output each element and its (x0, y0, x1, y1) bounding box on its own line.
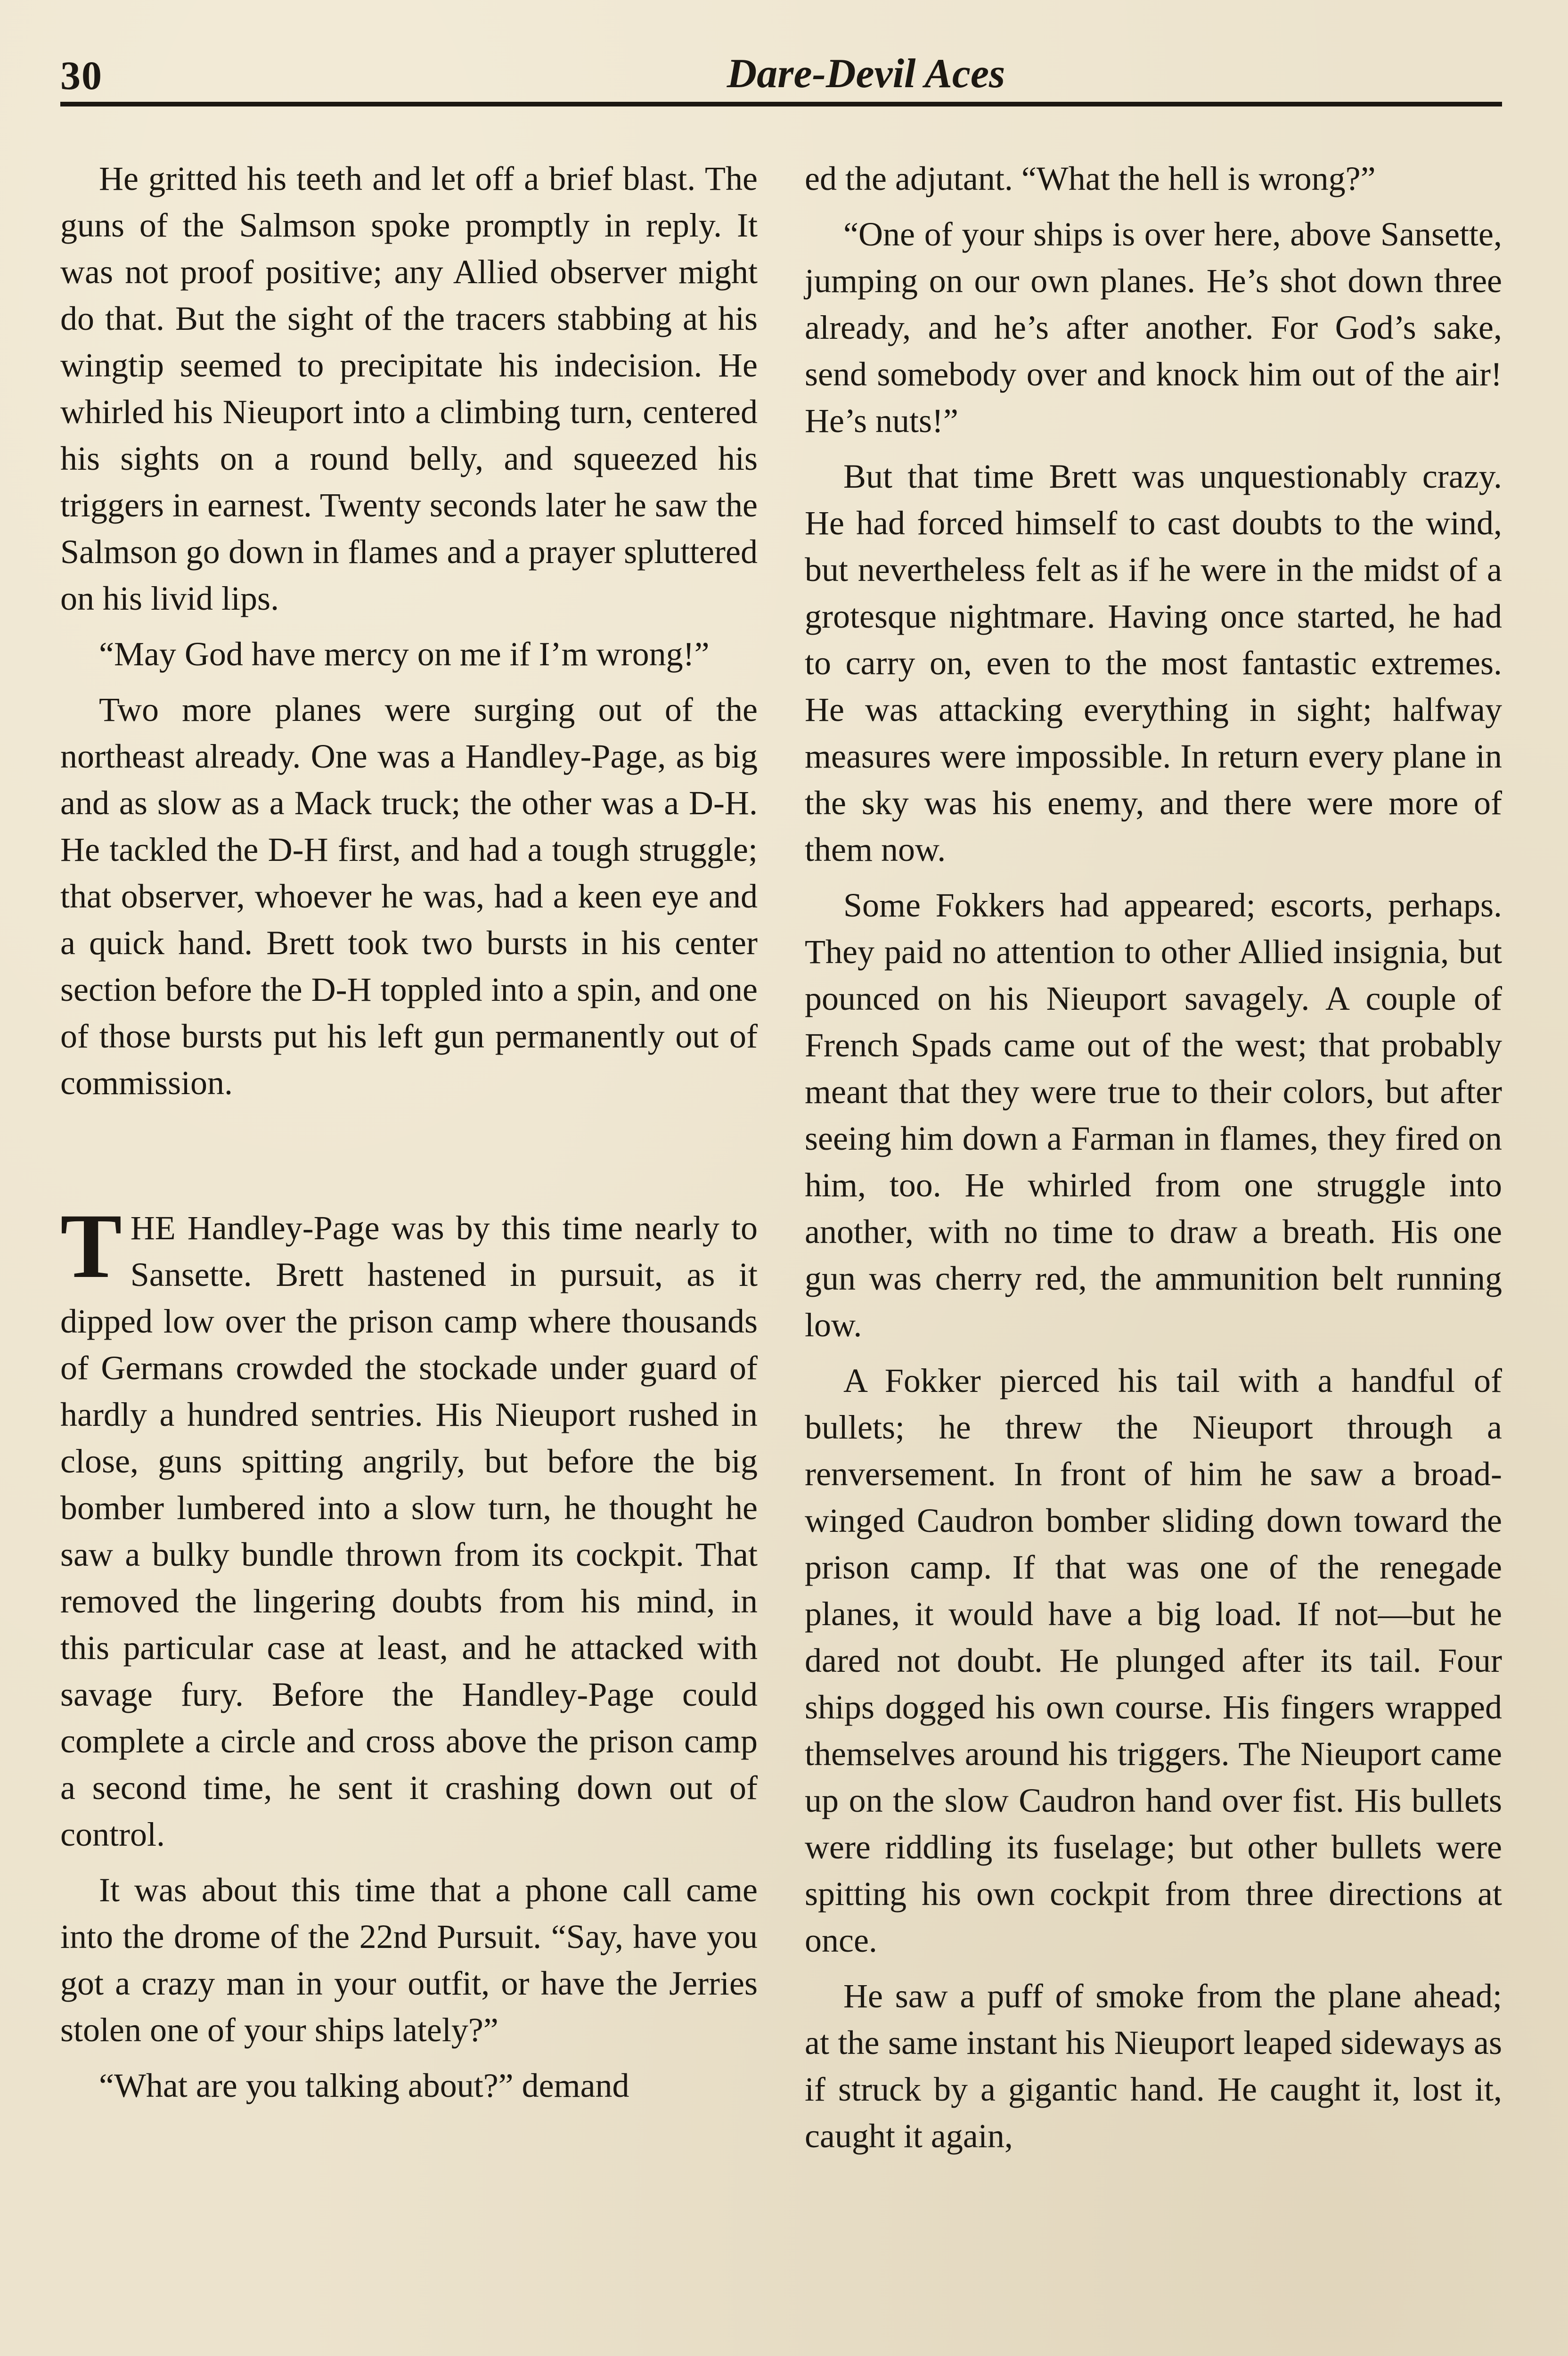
paragraph: “May God have mercy on me if I’m wrong!” (99, 635, 710, 673)
paragraph: “What are you talking about?” demand (99, 2067, 629, 2104)
paragraph-text: HE Handley-Page was by this time nearly to Sansette. Brett hastened in pursuit, as it dipped low over the prison camp where thousands of Germans crowded the stockade under guard of hardly a hundred sentries. His Nieuport rushed in close, guns spitting angrily, but before the big bomber lumbered into a slow turn, he thought he saw a bulky bundle thrown from its cockpit. That removed the lingering doubts from his mind, in this particular case at least, and he attacked with savage fury. Before the Handley-Page could complete a circle and cross above the prison camp a second time, he sent it crashing down out of control. (60, 1209, 758, 1853)
right-column (805, 155, 1502, 2168)
section-break (60, 1115, 758, 1205)
header-rule (60, 102, 1502, 106)
left-column (60, 155, 758, 2118)
paragraph: He gritted his teeth and let off a brief blast. The guns of the Salmson spoke promptly in reply. It was not proof positive; any Allied observer might do that. But the sight of the tracers stabbing at his wingtip seemed to precipitate his indecision. He whirled his Nieuport into a climbing turn, centered his sights on a round belly, and squeezed his triggers in earnest. Twenty seconds later he saw the Salmson go down in flames and a prayer spluttered on his livid lips. (60, 160, 758, 617)
paragraph: “One of your ships is over here, above Sansette, jumping on our own planes. He’s shot down three already, and he’s after another. For God’s sake, send somebody over and knock him out of the air! He’s nuts!” (805, 215, 1502, 440)
drop-cap: T (60, 1195, 122, 1297)
paragraph: Some Fokkers had appeared; escorts, perhaps. They paid no attention to other Allied insignia, but pounced on his Nieuport savagely. A couple of French Spads came out of the west; that probably meant that they were true to their colors, but after seeing him down a Farman in flames, they fired on him, too. He whirled from one struggle into another, with no time to draw a breath. His one gun was cherry red, the ammunition belt running low. (805, 886, 1502, 1344)
paragraph: He saw a puff of smoke from the plane ahead; at the same instant his Nieuport leaped sideways as if struck by a gigantic hand. He caught it, lost it, caught it again, (805, 1977, 1502, 2155)
page-number: 30 (60, 53, 103, 98)
paragraph: It was about this time that a phone call came into the drome of the 22nd Pursuit. “Say, have you got a crazy man in your outfit, or have the Jerries stolen one of your ships lately?” (60, 1871, 758, 2049)
paragraph-dropcap (60, 1195, 758, 1858)
paragraph: ed the adjutant. “What the hell is wrong?” (805, 160, 1376, 197)
paragraph: A Fokker pierced his tail with a handful of bullets; he threw the Nieuport through a renversement. In front of him he saw a broad-winged Caudron bomber sliding down toward the prison camp. If that was one of the renegade planes, it would have a big load. If not—but he dared not doubt. He plunged after its tail. Four ships dogged his own course. His fingers wrapped themselves around his triggers. The Nieuport came up on the slow Caudron hand over fist. His bullets were riddling its fuselage; but other bullets were spitting his own cockpit from three directions at once. (805, 1362, 1502, 1959)
paragraph: Two more planes were surging out of the northeast already. One was a Handley-Page, as big and as slow as a Mack truck; the other was a D-H. He tackled the D-H first, and had a tough struggle; that observer, whoever he was, had a keen eye and a quick hand. Brett took two bursts in his center section before the D-H toppled into a spin, and one of those bursts put his left gun permanently out of commission. (60, 691, 758, 1102)
paragraph: But that time Brett was unquestionably crazy. He had forced himself to cast doubts to the wind, but nevertheless felt as if he were in the midst of a grotesque nightmare. Having once started, he had to carry on, even to the most fantastic extremes. He was attacking everything in sight; halfway measures were impossible. In return every plane in the sky was his enemy, and there were more of them now. (805, 458, 1502, 868)
running-title: Dare-Devil Aces (727, 51, 1005, 97)
